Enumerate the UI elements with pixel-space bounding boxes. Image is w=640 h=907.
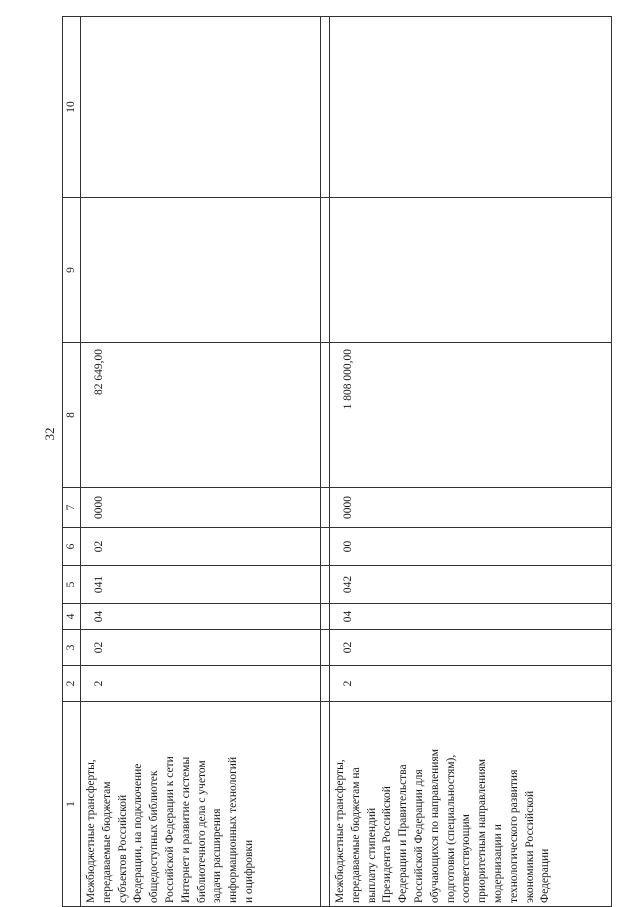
page-number: 32: [42, 427, 57, 441]
cell-amount: [81, 343, 321, 488]
rotated-page-table-wrapper: [62, 17, 612, 907]
description-line: задачи расширения: [211, 808, 224, 903]
cell-col-9: [330, 198, 612, 343]
cell-value: 02: [93, 540, 105, 553]
cell-col-3: [81, 630, 321, 666]
row-description: [81, 702, 321, 907]
cell-col-10: [330, 17, 612, 198]
col-header-10: 10: [63, 17, 81, 198]
col-header-5: 5: [63, 566, 81, 604]
description-line: приоритетным направлениям: [476, 758, 489, 903]
col-header-1: 1: [63, 702, 81, 907]
cell-value: 2: [342, 680, 354, 687]
description-line: соответствующим: [460, 814, 473, 903]
description-line: общедоступных библиотек: [148, 770, 161, 903]
spacer-cell: [321, 17, 330, 198]
cell-value: 041: [93, 575, 105, 594]
cell-col-6: [81, 528, 321, 566]
cell-value: 04: [342, 610, 354, 623]
amount-value: 82 649,00: [93, 349, 105, 395]
cell-col-4: [81, 604, 321, 630]
col-header-3: 3: [63, 630, 81, 666]
cell-value: 042: [342, 575, 354, 594]
spacer-cell: [321, 566, 330, 604]
cell-col-7: [81, 488, 321, 528]
spacer-cell: [321, 666, 330, 702]
description-line: передаваемые бюджетам на: [349, 767, 362, 903]
description-line: и оцифровки: [242, 839, 255, 903]
table-row: [81, 17, 321, 907]
col-header-9: 9: [63, 198, 81, 343]
spacer-cell: [321, 702, 330, 907]
row-description: [330, 702, 612, 907]
description-line: информационных технологий: [227, 756, 240, 903]
description-line: модернизации и: [491, 824, 504, 903]
cell-col-10: [81, 17, 321, 198]
description-line: Интернет и развитие системы: [179, 756, 192, 903]
description-line: Федерации, на подключение: [132, 763, 145, 903]
description-line: Российской Федерации для: [412, 769, 425, 903]
description-line: Межбюджетные трансферты,: [85, 759, 97, 903]
cell-col-5: [330, 566, 612, 604]
spacer-cell: [321, 198, 330, 343]
description-line: библиотечного дела с учетом: [195, 760, 208, 903]
col-header-7: 7: [63, 488, 81, 528]
col-header-6: 6: [63, 528, 81, 566]
cell-col-9: [81, 198, 321, 343]
col-header-4: 4: [63, 604, 81, 630]
description-line: экономики Российской: [523, 790, 536, 903]
budget-table: [62, 16, 612, 907]
spacer-row: [321, 17, 330, 907]
description-line: подготовки (специальностям),: [444, 754, 457, 903]
spacer-cell: [321, 604, 330, 630]
cell-amount: [330, 343, 612, 488]
description-line: Президента Российской: [381, 786, 394, 903]
description-line: Межбюджетные трансферты,: [334, 759, 346, 903]
description-line: Российской Федерации к сети: [163, 756, 176, 903]
description-line: обучающихся по направлениям: [428, 749, 441, 903]
description-line: выплату стипендий: [365, 807, 378, 903]
amount-value: 1 808 000,00: [342, 349, 354, 410]
cell-col-6: [330, 528, 612, 566]
col-header-8: 8: [63, 343, 81, 488]
cell-col-5: [81, 566, 321, 604]
description-line: передаваемые бюджетам: [100, 781, 113, 903]
cell-value: 0000: [342, 496, 354, 519]
col-header-2: 2: [63, 666, 81, 702]
description-line: субъектов Российской: [116, 794, 129, 903]
cell-value: 2: [93, 680, 105, 687]
cell-col-2: [330, 666, 612, 702]
cell-col-4: [330, 604, 612, 630]
spacer-cell: [321, 343, 330, 488]
header-row: [63, 17, 81, 907]
description-line: Федерации и Правительства: [397, 764, 410, 903]
cell-col-3: [330, 630, 612, 666]
table-row: [330, 17, 612, 907]
cell-value: 00: [342, 540, 354, 553]
spacer-cell: [321, 488, 330, 528]
cell-col-7: [330, 488, 612, 528]
cell-value: 02: [342, 641, 354, 654]
cell-value: 02: [93, 641, 105, 654]
description-line: технологического развития: [507, 769, 520, 903]
spacer-cell: [321, 630, 330, 666]
description-line: Федерации: [539, 848, 552, 903]
cell-value: 04: [93, 610, 105, 623]
spacer-cell: [321, 528, 330, 566]
cell-value: 0000: [93, 496, 105, 519]
cell-col-2: [81, 666, 321, 702]
